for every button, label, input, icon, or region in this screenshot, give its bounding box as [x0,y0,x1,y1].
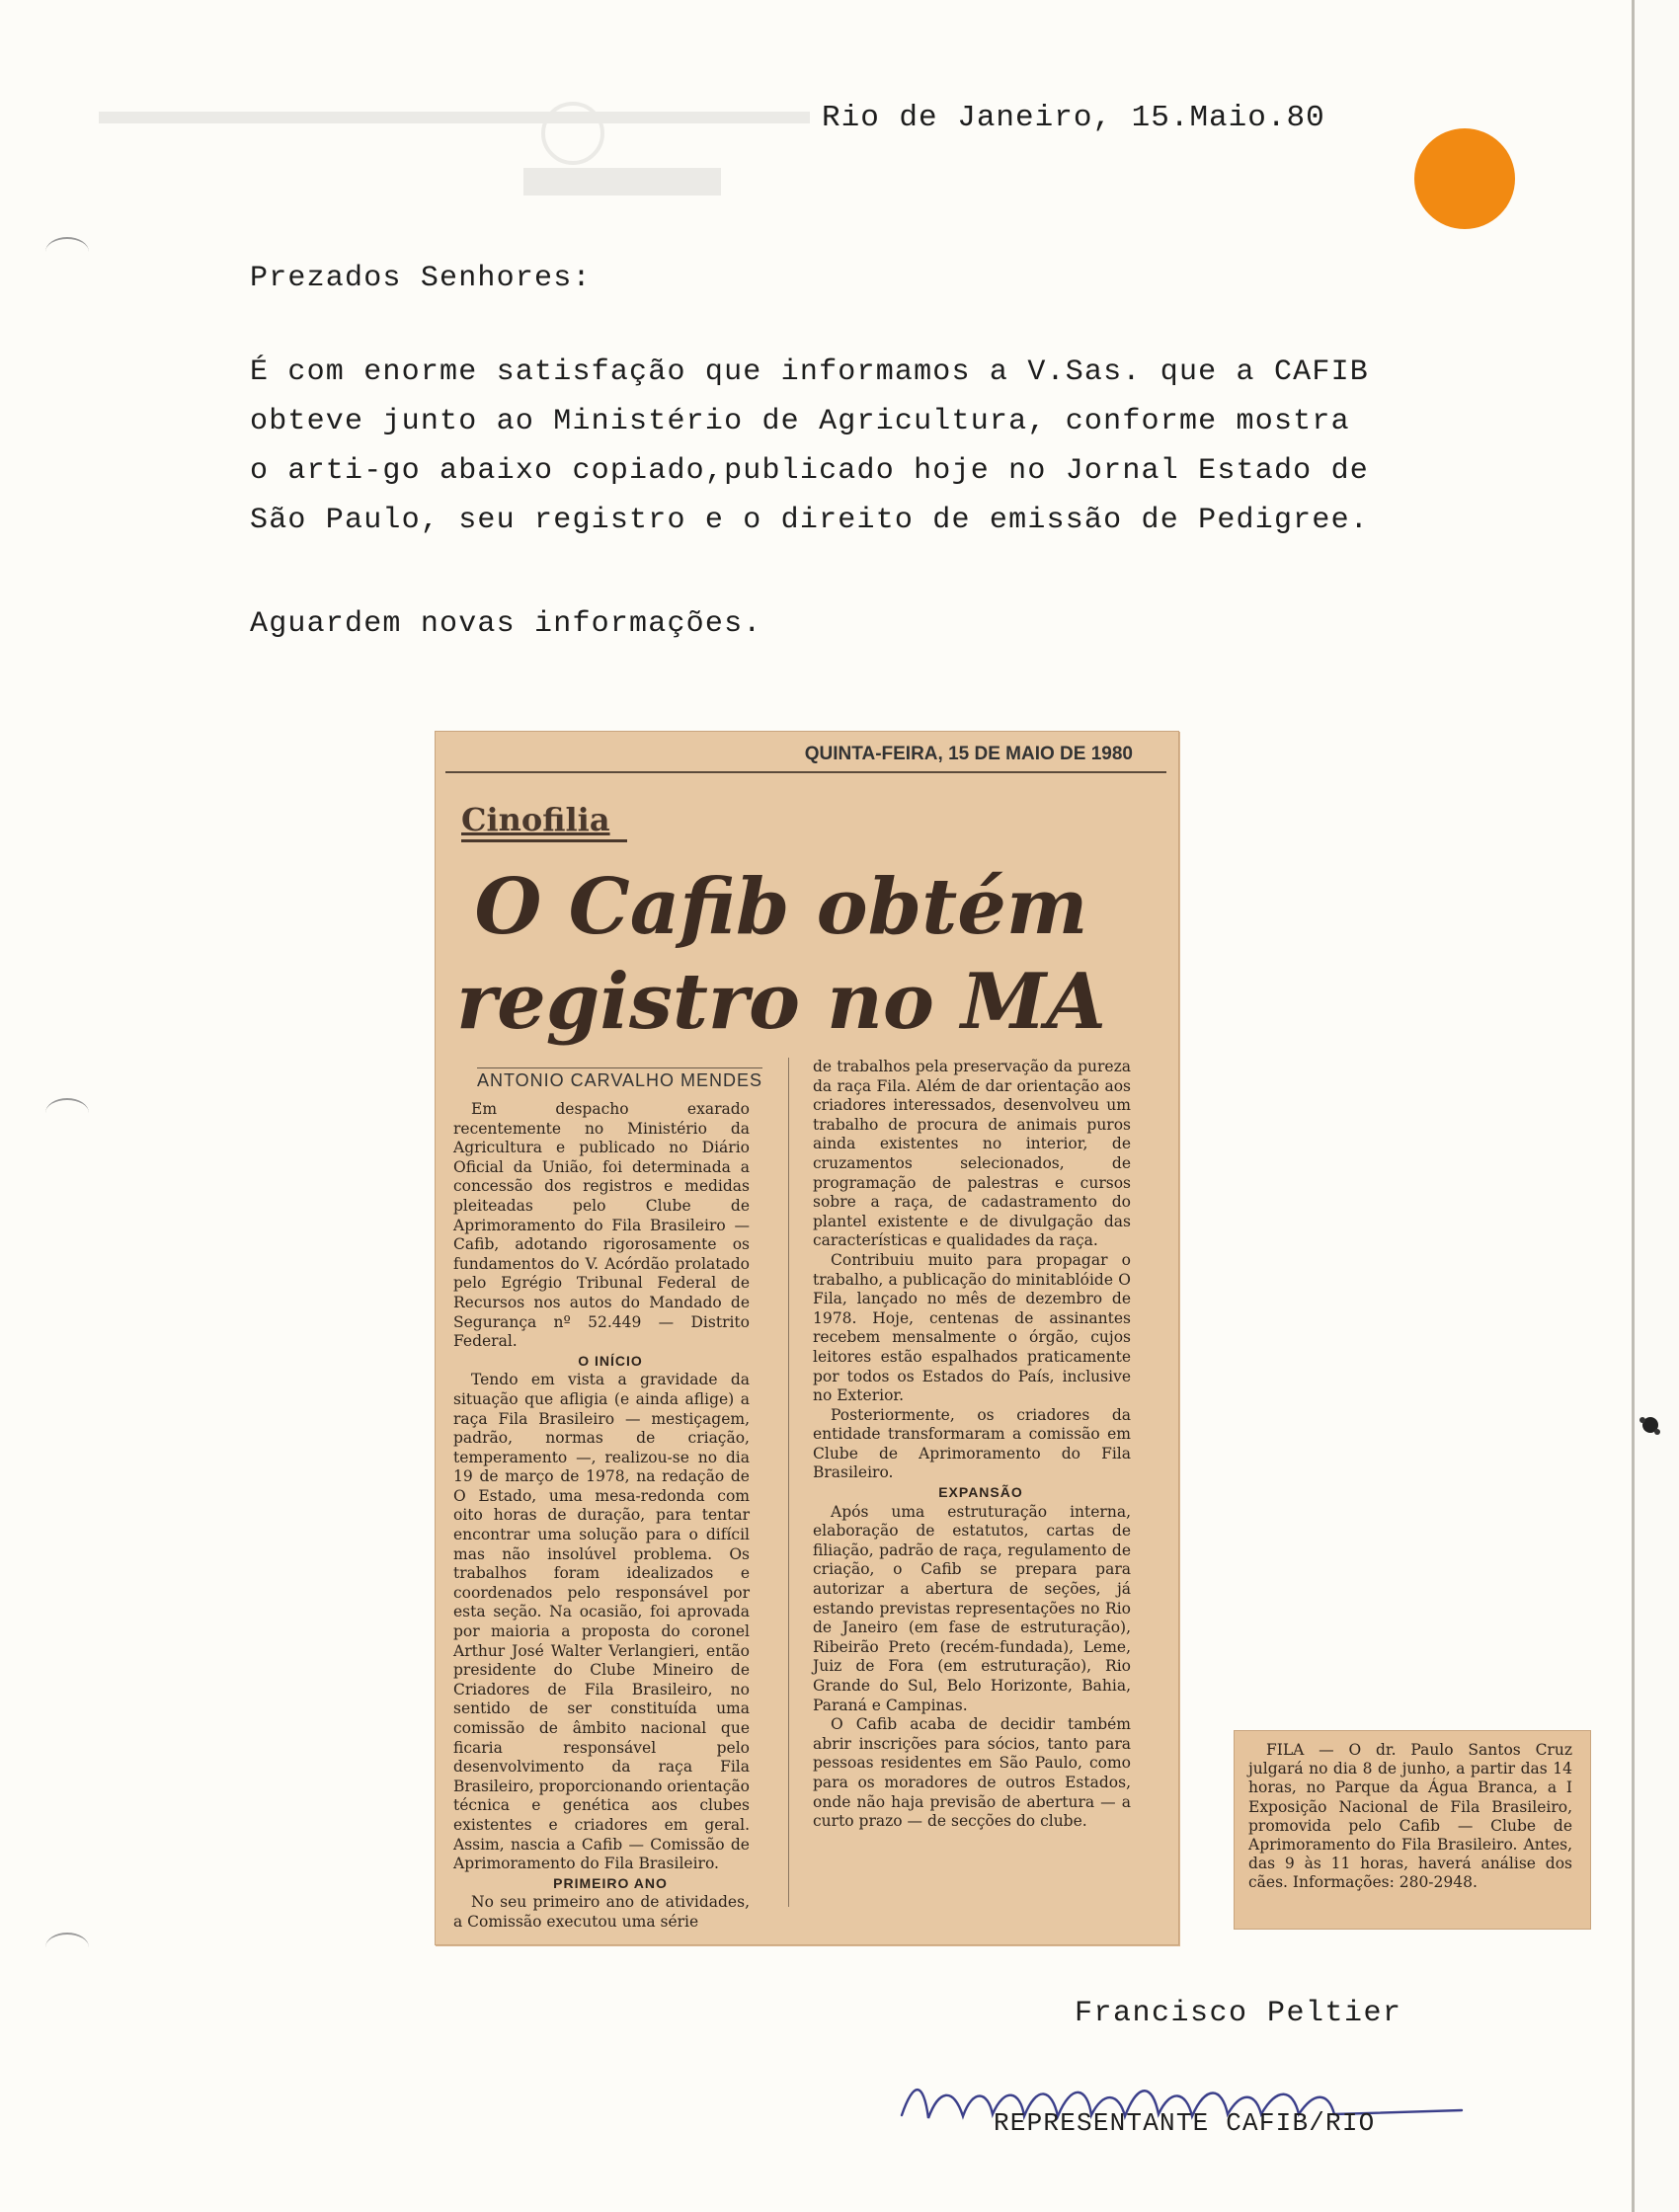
letter-greeting: Prezados Senhores: [250,262,592,295]
article-paragraph: de trabalhos pela preservação da pureza da raça Fila. Além de dar orientação aos criadores interessados, desenvolveu um trabalho de procura de animais puros ainda existentes no interior, de cruzamentos selecionados, de programação de palestras e cursos sobre a raça, de cadastramento do plantel existente e de divulgação das características e qualidades da raça. [813,1058,1131,1250]
clipping-left-column [453,1100,750,1933]
article-paragraph: O Cafib acaba de decidir também abrir inscrições para sócios, tanto para pessoas residentes em São Paulo, como para os moradores de outros Estados, onde não haja previsão de abertura — a curto prazo — de secções do clube. [813,1715,1131,1831]
letter-date: Rio de Janeiro, 15.Maio.80 [822,101,1325,135]
clipping-right-column [813,1058,1131,1832]
article-paragraph: No seu primeiro ano de atividades, a Comissão executou uma série [453,1893,750,1931]
signer-role: REPRESENTANTE CAFIB/RIO [994,2108,1376,2138]
letter-body-line: São Paulo, seu registro e o direito de emissão de Pedigree. [250,504,1369,537]
letter-body-line: obteve junto ao Ministério de Agricultura, conforme mostra [250,405,1350,438]
letter-body [250,348,1415,545]
headline-line-2: registro no MA [456,957,1106,1047]
article-paragraph: Tendo em vista a gravidade da situação que afligia (e ainda aflige) a raça Fila Brasileiro — mestiçagem, padrão, normas de criação, temperamento —, realizou-se no dia 19 de março de 1978, na redação de O Estado, uma mesa-redonda com oito horas de duração, para tentar encontrar uma solução para o difícil mas não insolúvel problema. Os trabalhos foram idealizados e coordenados pelo responsável por esta seção. Na ocasião, foi aprovada por maioria a proposta do coronel Arthur José Walter Verlangieri, então presidente do Clube Mineiro de Criadores de Fila Brasileiro, no sentido de ser constituída uma comissão de âmbito nacional que ficaria responsável pelo desenvolvimento da raça Fila Brasileiro, proporcionando orientação técnica e genética aos clubes existentes e criadores em geral. Assim, nascia a Cafib — Comissão de Aprimoramento do Fila Brasileiro. [453,1371,750,1873]
newspaper-clipping [435,731,1179,1945]
signer-name: Francisco Peltier [1075,1997,1402,2030]
orange-dot-sticker [1414,128,1515,229]
binder-hole-mark [45,1933,89,1962]
article-paragraph: Em despacho exarado recentemente no Ministério da Agricultura e publicado no Diário Oficial da União, foi determinada a concessão dos registros e medidas pleiteadas pelo Clube de Aprimoramento do Fila Brasileiro — Cafib, adotando rigorosamente os fundamentos do V. Acórdão prolatado pelo Egrégio Tribunal Federal de Recursos nos autos do Mandado de Segurança nº 52.449 — Distrito Federal. [453,1100,750,1351]
section-rule [461,839,627,842]
headline-line-1: O Cafib obtém [474,862,1088,952]
subheading-expansao: EXPANSÃO [938,1484,1023,1501]
subheading-primeiro-ano: PRIMEIRO ANO [553,1874,668,1891]
letter-closing: Aguardem novas informações. [250,607,762,641]
clipping-headline [455,860,1107,1050]
subheading-inicio: O INÍCIO [578,1352,643,1369]
faded-letterhead-logo [99,94,830,212]
column-rule [788,1058,789,1907]
clipping-byline: ANTONIO CARVALHO MENDES [477,1067,762,1091]
binder-hole-mark [45,237,89,267]
small-newspaper-clipping [1234,1730,1591,1930]
article-paragraph: Contribuiu muito para propagar o trabalho, a publicação do minitablóide O Fila, lançado no mês de dezembro de 1978. Hoje, centenas de assinantes recebem mensalmente o órgão, cujos leitores estão espalhados praticamente por todos os Estados do País, inclusive no Exterior. [813,1250,1131,1405]
clipping-date: QUINTA-FEIRA, 15 DE MAIO DE 1980 [804,744,1133,764]
small-clipping-text [1248,1741,1572,1893]
article-paragraph: Posteriormente, os criadores da entidade transformaram a comissão em Clube de Aprimoramento do Fila Brasileiro. [813,1405,1131,1482]
ink-smudge [1638,1412,1663,1438]
small-clipping-paragraph: FILA — O dr. Paulo Santos Cruz julgará no dia 8 de junho, a partir das 14 horas, no Parque da Água Branca, a I Exposição Nacional de Fila Brasileiro, promovida pelo Cafib — Clube de Aprimoramento do Fila Brasileiro. Antes, das 9 às 11 horas, haverá análise dos cães. Informações: 280-2948. [1248,1741,1572,1892]
letter-body-line: o arti-go abaixo copiado,publicado hoje no Jornal Estado de [250,454,1369,488]
letter-body-line: É com enorme satisfação que informamos a V.Sas. que a CAFIB [250,356,1369,389]
binder-hole-mark [45,1098,89,1128]
clipping-section: Cinofilia [461,801,610,838]
clipping-rule [445,771,1166,773]
article-paragraph: Após uma estruturação interna, elaboração de estatutos, cartas de filiação, padrão de raça, regulamento de criação, o Cafib se prepara para autorizar a abertura de seções, já estando previstas representações no Rio de Janeiro (em fase de estruturação), Ribeirão Preto (recém-fundada), Leme, Juiz de Fora (em estruturação), Rio Grande do Sul, Belo Horizonte, Bahia, Paraná e Campinas. [813,1502,1131,1714]
